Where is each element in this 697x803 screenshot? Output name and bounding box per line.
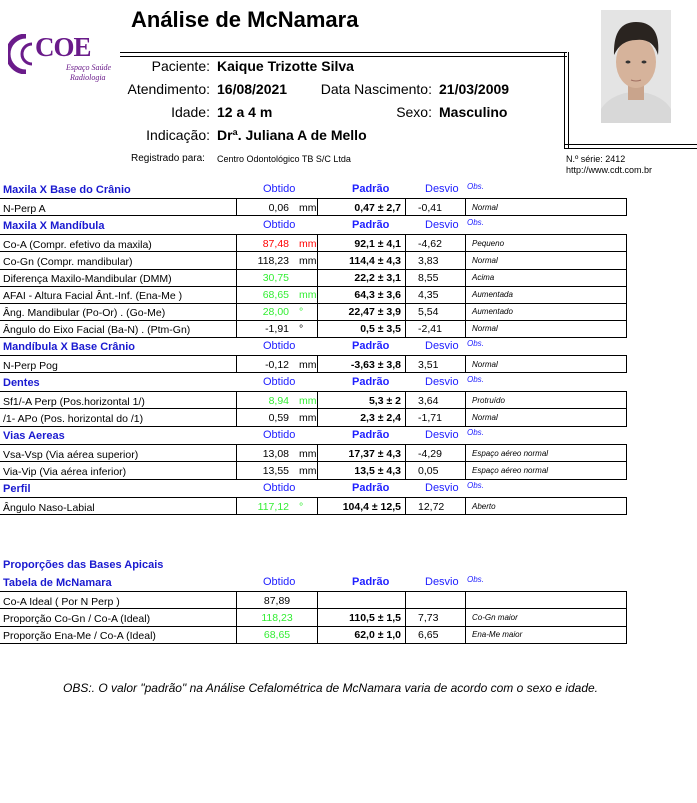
header-divider	[120, 52, 567, 57]
deviation-value: 5,54	[406, 303, 466, 320]
deviation-value	[406, 592, 466, 608]
standard-value: 22,2 ± 3,1	[317, 269, 406, 286]
table-row	[0, 444, 627, 462]
observation: Normal	[466, 252, 627, 269]
column-header-padrao: Padrão	[352, 482, 390, 494]
obtained-cell	[236, 498, 317, 514]
column-header-obtido: Obtido	[263, 482, 296, 494]
obtained-cell	[236, 462, 317, 479]
section-title: Vias Aereas	[3, 430, 65, 442]
obtained-cell	[236, 320, 317, 337]
obtained-cell	[236, 199, 317, 215]
column-header-desvio: Desvio	[425, 340, 459, 352]
row-label: Diferença Maxilo-Mandibular (DMM)	[3, 273, 172, 285]
table-row	[0, 286, 627, 304]
row-label: N-Perp Pog	[3, 360, 58, 372]
table-row	[0, 462, 627, 480]
observation: Aumentado	[466, 303, 627, 320]
registered-label: Registrado para:	[131, 153, 205, 164]
column-header-padrao: Padrão	[352, 183, 390, 195]
table-row	[0, 303, 627, 321]
deviation-value: 3,51	[406, 356, 466, 372]
obtained-value: 68,65	[262, 289, 289, 301]
obtained-value: 13,08	[262, 448, 289, 460]
row-label: Co-A Ideal ( Por N Perp )	[3, 596, 120, 608]
standard-value: 5,3 ± 2	[317, 392, 406, 408]
column-header-obs: Obs.	[467, 428, 484, 437]
column-header-padrao: Padrão	[352, 219, 390, 231]
column-header-desvio: Desvio	[425, 183, 459, 195]
obtained-value: 0,59	[268, 412, 289, 424]
obtained-cell	[236, 592, 317, 608]
age-value: 12 a 4 m	[217, 104, 273, 120]
deviation-value: -0,41	[406, 199, 466, 215]
proportions-title: Proporções das Bases Apicais	[3, 559, 164, 571]
standard-value: 64,3 ± 3,6	[317, 286, 406, 303]
header-divider	[564, 52, 569, 148]
section-header	[0, 338, 630, 355]
column-header-obs: Obs.	[467, 375, 484, 384]
patient-label: Paciente:	[151, 58, 210, 74]
column-header-obs: Obs.	[467, 182, 484, 191]
column-header-obtido: Obtido	[263, 429, 296, 441]
table-row	[0, 320, 627, 338]
standard-value: 0,5 ± 3,5	[317, 320, 406, 337]
section-header	[0, 374, 630, 391]
section-header	[0, 480, 630, 497]
section-header	[0, 427, 630, 444]
observation: Normal	[466, 320, 627, 337]
obtained-value: 118,23	[257, 255, 289, 267]
column-header-obs: Obs.	[467, 575, 484, 584]
table-row	[0, 409, 627, 427]
sex-label: Sexo:	[396, 104, 432, 120]
page-title: Análise de McNamara	[131, 7, 359, 32]
row-label: Co-Gn (Compr. mandibular)	[3, 256, 133, 268]
column-header-obtido: Obtido	[263, 340, 296, 352]
row-label: Proporção Co-Gn / Co-A (Ideal)	[3, 613, 151, 625]
standard-value: 2,3 ± 2,4	[317, 409, 406, 426]
row-label: Co-A (Compr. efetivo da maxila)	[3, 239, 152, 251]
obtained-unit: °	[299, 306, 304, 318]
section-title: Tabela de McNamara	[3, 577, 112, 589]
column-header-desvio: Desvio	[425, 482, 459, 494]
sex-value: Masculino	[439, 104, 508, 120]
obtained-unit: °	[299, 501, 304, 513]
serial-number: N.º série: 2412	[566, 154, 626, 164]
observation: Acima	[466, 269, 627, 286]
table-row	[0, 591, 627, 609]
registered-value: Centro Odontológico TB S/C Ltda	[217, 154, 351, 164]
deviation-value: 6,65	[406, 626, 466, 643]
header-divider	[564, 144, 697, 149]
footnote: OBS:. O valor "padrão" na Análise Cefalométrica de McNamara varia de acordo com o sexo e idade.	[63, 681, 599, 695]
row-label: N-Perp A	[3, 203, 46, 215]
patient-photo	[601, 10, 671, 123]
obtained-cell	[236, 356, 317, 372]
standard-value: 114,4 ± 4,3	[317, 252, 406, 269]
column-header-desvio: Desvio	[425, 219, 459, 231]
column-header-padrao: Padrão	[352, 429, 390, 441]
obtained-cell	[236, 609, 317, 626]
standard-value: 0,47 ± 2,7	[317, 199, 406, 215]
column-header-desvio: Desvio	[425, 576, 459, 588]
obtained-value: -1,91	[265, 323, 289, 335]
section-title: Dentes	[3, 377, 40, 389]
column-header-obtido: Obtido	[263, 183, 296, 195]
obtained-value: 13,55	[262, 465, 289, 477]
patient-name: Kaique Trizotte Silva	[217, 58, 354, 74]
column-header-obs: Obs.	[467, 481, 484, 490]
standard-value: 62,0 ± 1,0	[317, 626, 406, 643]
column-header-padrao: Padrão	[352, 340, 390, 352]
column-header-obtido: Obtido	[263, 376, 296, 388]
column-header-obs: Obs.	[467, 218, 484, 227]
birth-label: Data Nascimento:	[320, 81, 432, 97]
table-row	[0, 626, 627, 644]
table-row	[0, 497, 627, 515]
standard-value: 110,5 ± 1,5	[317, 609, 406, 626]
obtained-unit: mm	[299, 202, 317, 214]
attendance-label: Atendimento:	[127, 81, 210, 97]
attendance-date: 16/08/2021	[217, 81, 288, 97]
obtained-value: 117,12	[257, 501, 289, 513]
row-label: Ângulo do Eixo Facial (Ba-N) . (Ptm-Gn)	[3, 324, 191, 336]
table-row	[0, 391, 627, 409]
observation: Normal	[466, 199, 627, 215]
row-label: Ângulo Naso-Labial	[3, 502, 95, 514]
obtained-unit: mm	[299, 412, 317, 424]
obtained-value: 0,06	[268, 202, 289, 214]
observation: Normal	[466, 409, 627, 426]
deviation-value: -4,29	[406, 445, 466, 461]
row-label: AFAI - Altura Facial Ânt.-Inf. (Ena-Me )	[3, 290, 183, 302]
obtained-unit: mm	[299, 238, 317, 250]
deviation-value: -2,41	[406, 320, 466, 337]
deviation-value: -4,62	[406, 235, 466, 251]
logo-text: COE	[35, 32, 91, 62]
section-title: Mandíbula X Base Crânio	[3, 341, 136, 353]
observation: Ena-Me maior	[466, 626, 627, 643]
row-label: Sf1/-A Perp (Pos.horizontal 1/)	[3, 396, 145, 408]
observation: Pequeno	[466, 235, 627, 251]
obtained-value: 28,00	[262, 306, 289, 318]
observation	[466, 592, 627, 608]
column-header-padrao: Padrão	[352, 576, 390, 588]
column-header-obtido: Obtido	[263, 219, 296, 231]
section-header	[0, 217, 630, 234]
obtained-cell	[236, 409, 317, 426]
obtained-value: 87,89	[263, 595, 291, 607]
row-label: Proporção Ena-Me / Co-A (Ideal)	[3, 630, 156, 642]
obtained-value: 8,94	[268, 395, 289, 407]
table-row	[0, 198, 627, 216]
column-header-desvio: Desvio	[425, 429, 459, 441]
section-header	[0, 574, 630, 591]
section-title: Maxila X Base do Crânio	[3, 184, 131, 196]
obtained-value: 87,48	[262, 238, 289, 250]
person-photo-icon	[601, 10, 671, 123]
observation: Espaço aéreo normal	[466, 445, 627, 461]
observation: Protruído	[466, 392, 627, 408]
obtained-unit: mm	[299, 255, 317, 267]
obtained-cell	[236, 392, 317, 408]
section-header	[0, 181, 630, 198]
table-row	[0, 252, 627, 270]
age-label: Idade:	[171, 104, 210, 120]
obtained-value: 68,65	[263, 629, 291, 641]
column-header-padrao: Padrão	[352, 376, 390, 388]
section-title: Maxila X Mandíbula	[3, 220, 105, 232]
standard-value: 17,37 ± 4,3	[317, 445, 406, 461]
standard-value: 104,4 ± 12,5	[317, 498, 406, 514]
table-row	[0, 609, 627, 627]
observation: Aberto	[466, 498, 627, 514]
deviation-value: -1,71	[406, 409, 466, 426]
column-header-desvio: Desvio	[425, 376, 459, 388]
obtained-cell	[236, 269, 317, 286]
referral-doctor: Drª. Juliana A de Mello	[217, 127, 367, 143]
row-label: Via-Vip (Via aérea inferior)	[3, 466, 127, 478]
logo-subtitle: Espaço Saúde	[66, 63, 112, 72]
deviation-value: 0,05	[406, 462, 466, 479]
obtained-unit: mm	[299, 448, 317, 460]
obtained-value: 118,23	[261, 612, 293, 624]
obtained-cell	[236, 286, 317, 303]
birth-date: 21/03/2009	[439, 81, 510, 97]
obtained-cell	[236, 626, 317, 643]
obtained-unit: mm	[299, 359, 317, 371]
serial-info	[566, 154, 652, 176]
section-title: Perfil	[3, 483, 31, 495]
column-header-obtido: Obtido	[263, 576, 296, 588]
table-row	[0, 269, 627, 287]
observation: Aumentada	[466, 286, 627, 303]
logo-subtitle: Radiologia	[70, 73, 106, 82]
deviation-value: 3,83	[406, 252, 466, 269]
obtained-unit: °	[299, 323, 304, 335]
row-label: Vsa-Vsp (Via aérea superior)	[3, 449, 139, 461]
referral-label: Indicação:	[146, 127, 210, 143]
standard-value	[317, 592, 406, 608]
obtained-unit: mm	[299, 395, 317, 407]
deviation-value: 3,64	[406, 392, 466, 408]
obtained-cell	[236, 252, 317, 269]
row-label: /1- APo (Pos. horizontal do /1)	[3, 413, 144, 425]
deviation-value: 4,35	[406, 286, 466, 303]
website: http://www.cdt.com.br	[566, 165, 653, 175]
obtained-value: -0,12	[265, 359, 289, 371]
table-row	[0, 355, 627, 373]
column-header-obs: Obs.	[467, 339, 484, 348]
deviation-value: 12,72	[406, 498, 466, 514]
obtained-cell	[236, 303, 317, 320]
obtained-cell	[236, 235, 317, 251]
standard-value: 92,1 ± 4,1	[317, 235, 406, 251]
obtained-value: 30,75	[262, 272, 289, 284]
obtained-unit: mm	[299, 289, 317, 301]
standard-value: 13,5 ± 4,3	[317, 462, 406, 479]
observation: Espaço aéreo normal	[466, 462, 627, 479]
observation: Normal	[466, 356, 627, 372]
obtained-unit: mm	[299, 465, 317, 477]
deviation-value: 7,73	[406, 609, 466, 626]
row-label: Âng. Mandibular (Po-Or) . (Go-Me)	[3, 307, 166, 319]
obtained-cell	[236, 445, 317, 461]
deviation-value: 8,55	[406, 269, 466, 286]
standard-value: -3,63 ± 3,8	[317, 356, 406, 372]
observation: Co-Gn maior	[466, 609, 627, 626]
table-row	[0, 234, 627, 252]
standard-value: 22,47 ± 3,9	[317, 303, 406, 320]
